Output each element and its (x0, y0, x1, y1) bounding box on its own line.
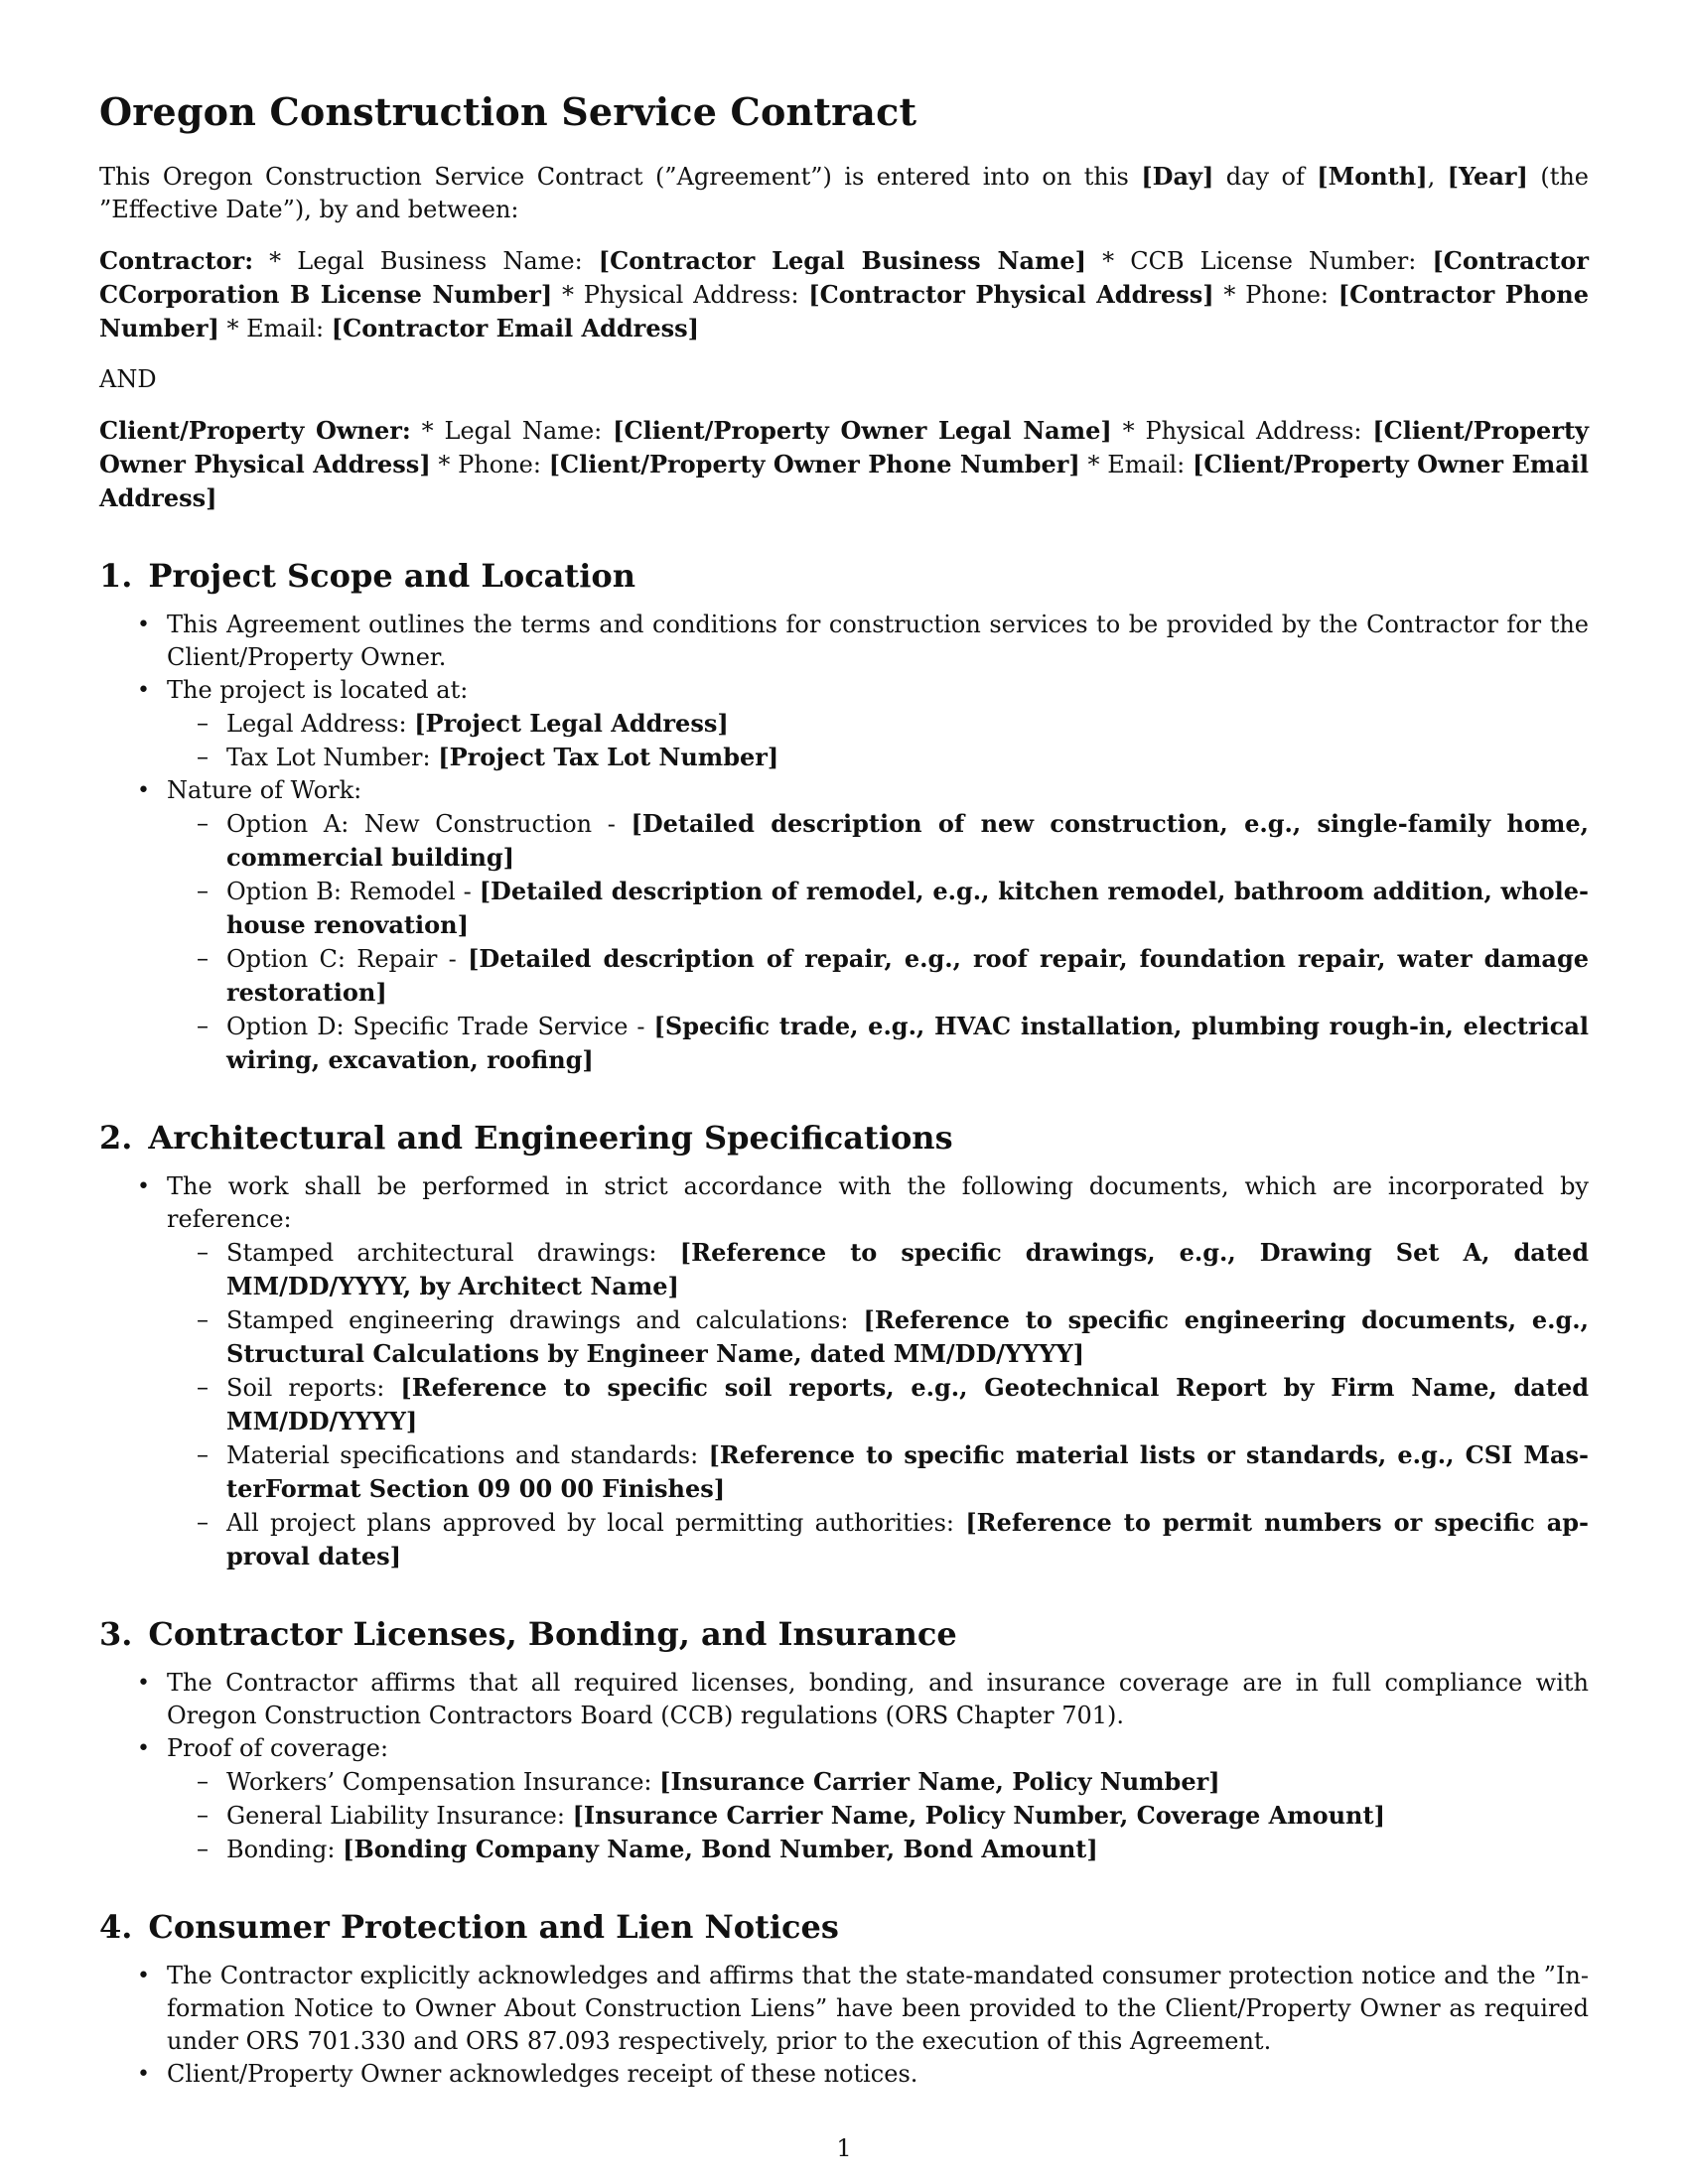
list-item: • The Contractor affirms that all required licenses, bonding, and insurance coverage are in full compliance with Oregon Construction Contractors Board (CCB) regulations (ORS Chapter 701). (167, 1667, 1589, 1732)
field-value: [Reference to specific soil reports, e.g., Geotechnical Report by Firm Name, dated MM/DD/YYYY] (226, 1373, 1589, 1435)
field-value: [Insurance Carrier Name, Policy Number] (659, 1767, 1220, 1796)
month-placeholder: [Month] (1317, 162, 1428, 191)
field-value: [Client/Property Owner Physical Address] (99, 416, 1589, 478)
section-4-list (99, 1960, 1589, 2091)
field-value: [Detailed description of repair, e.g., roof repair, foundation repair, water damage restoration] (226, 944, 1590, 1007)
field-value: [Contractor Phone Number] (99, 280, 1590, 342)
section-number: 1. (99, 557, 133, 595)
section-title: Contractor Licenses, Bonding, and Insurance (148, 1615, 957, 1653)
field-label: * Physical Address: (1111, 417, 1373, 445)
field-label: All project plans approved by local permitting authorities: (226, 1509, 966, 1537)
sub-list (167, 1765, 1589, 1866)
section-number: 2. (99, 1119, 133, 1157)
list-item (167, 1732, 1589, 1866)
section-title: Consumer Protection and Lien Notices (148, 1908, 839, 1946)
list-item-text: The work shall be performed in strict accordance with the following documents, which are incorporated by reference: (167, 1172, 1589, 1233)
list-item: • Client/Property Owner acknowledges receipt of these notices. (167, 2058, 1589, 2091)
sub-list-item (226, 1506, 1589, 1573)
field-label: General Liability Insurance: (226, 1802, 573, 1830)
section-1-list (99, 609, 1589, 1077)
field-value: [Insurance Carrier Name, Policy Number, Coverage Amount] (572, 1801, 1385, 1830)
field-value: [Reference to specific material lists or standards, e.g., CSI MasterFormat Section 09 00 00 Finishes] (226, 1440, 1589, 1503)
sub-list-item (226, 1438, 1589, 1506)
field-value: [Reference to specific engineering documents, e.g., Structural Calculations by Engineer Name, dated MM/DD/YYYY] (226, 1305, 1589, 1368)
field-label: * Legal Name: (410, 417, 614, 445)
sub-list (167, 807, 1589, 1077)
day-placeholder: [Day] (1141, 162, 1214, 191)
client-label: Client/Property Owner: (99, 416, 411, 445)
intro-paragraph (99, 160, 1589, 226)
field-value: [Bonding Company Name, Bond Number, Bond Amount] (343, 1835, 1098, 1863)
section-2-list (99, 1170, 1589, 1573)
section-number: 3. (99, 1615, 133, 1653)
field-label: Legal Address: (226, 710, 415, 738)
field-value: [Reference to permit numbers or specific approval dates] (226, 1508, 1589, 1570)
field-label: Option B: Remodel - (226, 878, 480, 905)
list-item: • This Agreement outlines the terms and conditions for construction services to be provided by the Contractor for the Client/Property Owner. (167, 609, 1589, 674)
field-label: Workers’ Compensation Insurance: (226, 1768, 660, 1796)
sub-list-item (226, 1010, 1589, 1077)
field-value: [Client/Property Owner Legal Name] (613, 416, 1112, 445)
field-value: [Contractor Physical Address] (808, 280, 1214, 309)
field-label: Soil reports: (226, 1374, 401, 1402)
page-number: 1 (836, 2134, 852, 2162)
field-value: [Detailed description of remodel, e.g., kitchen remodel, bathroom addition, whole-house renovation] (226, 877, 1590, 939)
section-heading (99, 1615, 1589, 1653)
field-value: [Client/Property Owner Phone Number] (548, 450, 1080, 478)
field-value: [Contractor Legal Business Name] (598, 246, 1087, 275)
document-title: Oregon Construction Service Contract (99, 89, 917, 134)
contractor-paragraph (99, 244, 1589, 345)
sub-list-item (226, 942, 1589, 1010)
field-label: * Email: (1079, 451, 1193, 478)
list-item-text: The project is located at: (167, 676, 469, 704)
sub-list-item (226, 1765, 1589, 1799)
field-value: [Client/Property Owner Email Address] (99, 450, 1590, 512)
field-label: Option A: New Construction - (226, 810, 632, 838)
sub-list-item (226, 741, 1589, 774)
intro-text: , (1427, 163, 1448, 191)
list-item (167, 1170, 1589, 1573)
year-placeholder: [Year] (1447, 162, 1528, 191)
section-title: Architectural and Engineering Specifications (148, 1119, 953, 1157)
section-number: 4. (99, 1908, 133, 1946)
and-separator: AND (99, 365, 157, 393)
field-value: [Project Tax Lot Number] (438, 743, 779, 771)
field-value: [Contractor Email Address] (331, 314, 699, 342)
sub-list-item (226, 1833, 1589, 1866)
field-label: Bonding: (226, 1836, 344, 1863)
contract-page (99, 79, 1589, 2091)
sub-list-item (226, 1371, 1589, 1438)
client-paragraph (99, 414, 1589, 515)
sub-list-item (226, 1303, 1589, 1371)
section-heading (99, 557, 1589, 595)
contractor-label: Contractor: (99, 246, 254, 275)
field-label: * Phone: (430, 451, 549, 478)
field-value: [Detailed description of new construction, e.g., single-family home, commercial building] (226, 809, 1590, 872)
sub-list-item (226, 875, 1589, 942)
field-label: * Phone: (1213, 281, 1338, 309)
field-label: * CCB License Number: (1086, 247, 1433, 275)
field-label: Option C: Repair - (226, 945, 469, 973)
field-label: Material specifications and standards: (226, 1441, 709, 1469)
field-label: Tax Lot Number: (226, 744, 439, 771)
field-label: * Email: (218, 315, 332, 342)
intro-text: (the ”Effective Date”), by and between: (99, 163, 1590, 223)
field-value: [Reference to specific drawings, e.g., Drawing Set A, dated MM/DD/YYYY, by Architect Name] (226, 1238, 1589, 1300)
field-label: Stamped architectural drawings: (226, 1239, 680, 1267)
field-label: * Physical Address: (552, 281, 809, 309)
section-3-list (99, 1667, 1589, 1866)
list-item-text: Proof of coverage: (167, 1734, 389, 1762)
sub-list (167, 707, 1589, 774)
intro-text: This Oregon Construction Service Contract (”Agreement”) is entered into on this (99, 163, 1142, 191)
sub-list (167, 1236, 1589, 1573)
intro-text: day of (1213, 163, 1318, 191)
field-value: [Contractor CCorporation B License Number] (99, 246, 1589, 309)
sub-list-item (226, 1799, 1589, 1833)
field-value: [Specific trade, e.g., HVAC installation, plumbing rough-in, electrical wiring, excavation, roofing] (226, 1012, 1589, 1074)
field-label: Stamped engineering drawings and calculations: (226, 1306, 864, 1334)
sub-list-item (226, 807, 1589, 875)
sub-list-item (226, 1236, 1589, 1303)
field-value: [Project Legal Address] (414, 709, 729, 738)
section-heading (99, 1119, 1589, 1157)
field-label: Option D: Specific Trade Service - (226, 1013, 654, 1040)
field-label: * Legal Business Name: (253, 247, 599, 275)
section-heading (99, 1908, 1589, 1946)
section-title: Project Scope and Location (148, 557, 635, 595)
list-item (167, 674, 1589, 774)
list-item (167, 774, 1589, 1077)
list-item: • The Contractor explicitly acknowledges and affirms that the state-mandated consumer protection notice and the ”Information Notice to Owner About Construction Liens” have been provided to the Client/Property Owner as required under ORS 701.330 and ORS 87.093 respectively, prior to the execution of this Agreement. (167, 1960, 1589, 2058)
sub-list-item (226, 707, 1589, 741)
list-item-text: Nature of Work: (167, 776, 362, 804)
